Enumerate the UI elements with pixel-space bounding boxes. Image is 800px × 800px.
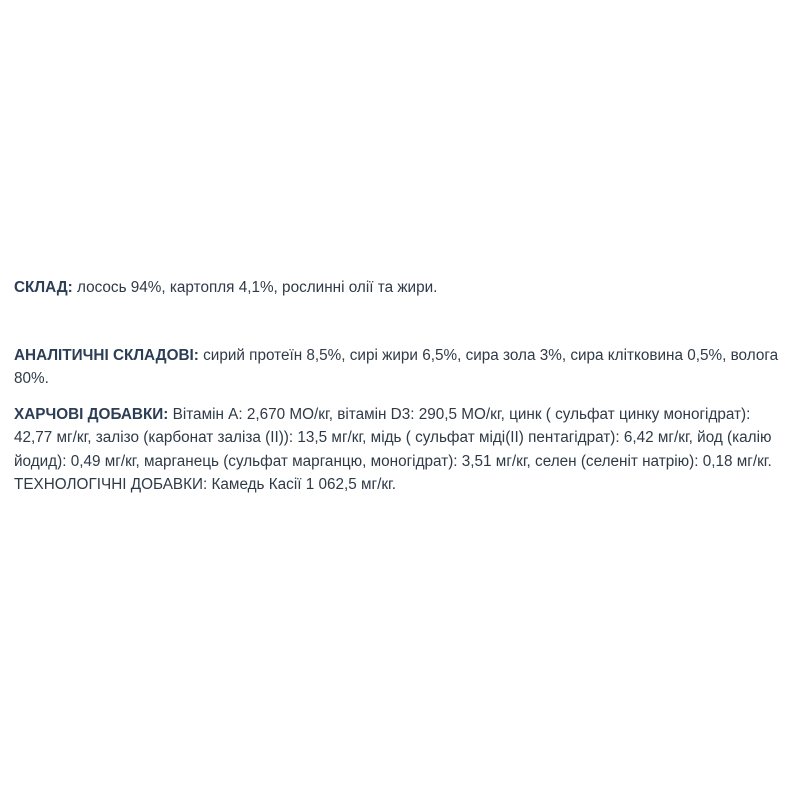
product-description [14,276,790,497]
additives-paragraph [14,403,790,497]
composition-paragraph [14,276,790,300]
composition-label: СКЛАД: [14,279,73,296]
analytical-constituents-text: сирий протеїн 8,5%, сирі жири 6,5%, сира зола 3%, сира клітковина 0,5%, волога 80%. [14,346,779,387]
additives-text: Вітамін A: 2,670 MO/кг, вітамін D3: 290,5 MO/кг, цинк ( сульфат цинку моногідрат): 42,77 мг/кг, залізо (карбонат заліза (II)): 13,5 мг/кг, мідь ( сульфат міді(II) пентагідрат): 6,42 мг/кг, йод (калію йодид): 0,49 мг/кг, марганець (сульфат марганцю, моногідрат): 3,51 мг/кг, селен (селеніт натрію): 0,18 мг/кг. ТЕХНОЛОГІЧНІ ДОБАВКИ: Камедь Касії 1 062,5 мг/кг. [14,405,772,493]
analytical-constituents-paragraph [14,344,790,391]
composition-text: лосось 94%, картопля 4,1%, рослинні олії та жири. [72,279,438,296]
additives-label: ХАРЧОВІ ДОБАВКИ: [14,405,169,423]
analytical-constituents-label: АНАЛІТИЧНІ СКЛАДОВІ: [14,346,199,364]
